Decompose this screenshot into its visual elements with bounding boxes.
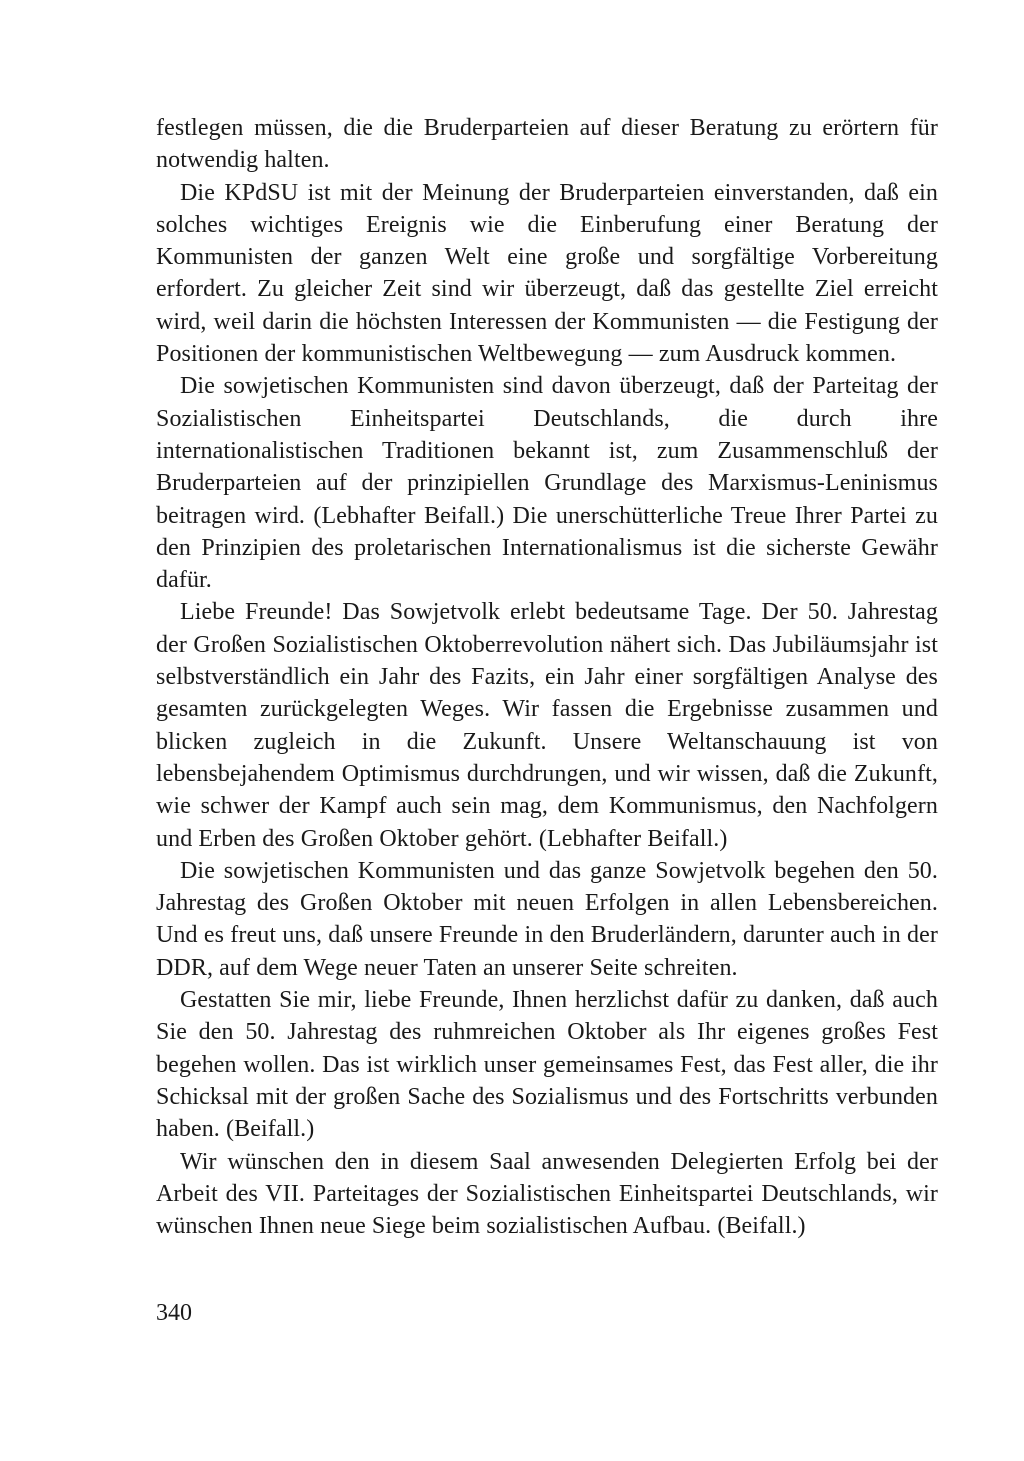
paragraph-7: Wir wünschen den in diesem Saal anwesenden Delegierten Erfolg bei der Arbeit des VII. Parteitages der Sozialistischen Einheitspartei Deutschlands, wir wünschen Ihnen neue Siege beim sozialistischen Aufbau. (Beifall.) [156, 1148, 938, 1240]
paragraph-4: Liebe Freunde! Das Sowjetvolk erlebt bedeutsame Tage. Der 50. Jahrestag der Großen Sozialistischen Oktoberrevolution nähert sich. Das Jubiläumsjahr ist selbstverständlich ein Jahr des Fazits, ein Jahr einer sorgfältigen Analyse des gesamten zurückgelegten Weges. Wir fassen die Ergebnisse zusammen und blicken zugleich in die Zukunft. Unsere Weltanschauung ist von lebensbejahendem Optimismus durchdrungen, und wir wissen, daß die Zukunft, wie schwer der Kampf auch sein mag, dem Kommunismus, den Nachfolgern und Erben des Großen Oktober gehört. (Lebhafter Beifall.) [156, 599, 938, 852]
paragraph-3: Die sowjetischen Kommunisten sind davon überzeugt, daß der Parteitag der Sozialistischen Einheitspartei Deutschlands, die durch ihre internationalistischen Traditionen bekannt ist, zum Zusammenschluß der Bruderparteien auf der prinzipiellen Grundlage des Marxismus-Leninismus beitragen wird. (Lebhafter Beifall.) Die unerschütterliche Treue Ihrer Partei zu den Prinzipien des proletarischen Internationalismus ist die sicherste Gewähr dafür. [156, 373, 938, 594]
paragraph-6: Gestatten Sie mir, liebe Freunde, Ihnen herzlichst dafür zu danken, daß auch Sie den 50. Jahrestag des ruhmreichen Oktober als Ihr eigenes großes Fest begehen wollen. Das ist wirklich unser gemeinsames Fest, das Fest aller, die ihr Schicksal mit der großen Sache des Sozialismus und des Fortschritts verbunden haben. (Beifall.) [156, 987, 938, 1143]
paragraph-1: festlegen müssen, die die Bruderparteien auf dieser Beratung zu erörtern für notwendig halten. [156, 115, 938, 174]
paragraph-2: Die KPdSU ist mit der Meinung der Bruderparteien einverstanden, daß ein solches wichtiges Ereignis wie die Einberufung einer Beratung der Kommunisten der ganzen Welt eine große und sorgfältige Vorbereitung erfordert. Zu gleicher Zeit sind wir überzeugt, daß das gestellte Ziel erreicht wird, weil darin die höchsten Interessen der Kommunisten — die Festigung der Positionen der kommunistischen Weltbewegung — zum Ausdruck kommen. [156, 179, 938, 368]
page-number: 340 [156, 1300, 192, 1326]
paragraph-5: Die sowjetischen Kommunisten und das ganze Sowjetvolk begehen den 50. Jahrestag des Großen Oktober mit neuen Erfolgen in allen Lebensbereichen. Und es freut uns, daß unsere Freunde in den Bruderländern, darunter auch in der DDR, auf dem Wege neuer Taten an unserer Seite schreiten. [156, 857, 938, 981]
document-body [156, 112, 938, 1242]
